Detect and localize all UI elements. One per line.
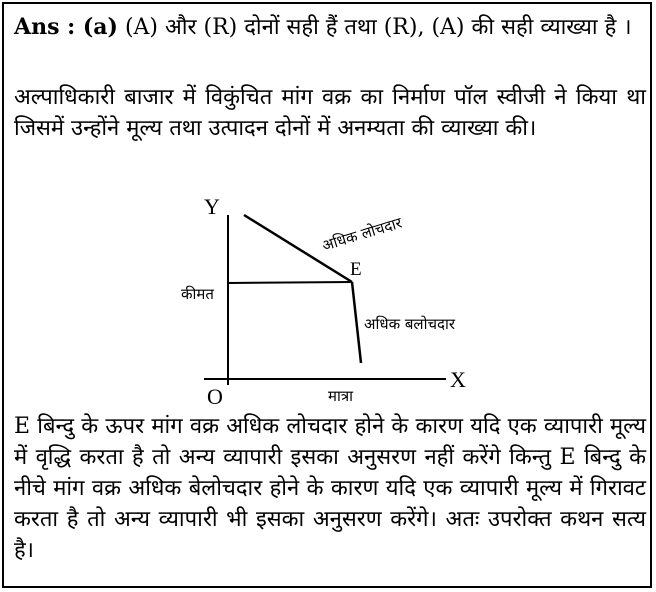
kink-point-label: E [350,259,362,280]
upper-segment-label: अधिक लोचदार [319,213,405,255]
origin-label: O [207,384,223,409]
x-axis-label: X [450,367,466,392]
quantity-label: मात्रा [328,387,354,405]
answer-box [2,2,652,588]
lower-demand-segment [352,282,361,363]
lower-segment-label: अधिक बलोचदार [364,315,455,333]
conclusion-paragraph: E बिन्दु के ऊपर मांग वक्र अधिक लोचदार होने के कारण यदि एक व्यापारी मूल्य में वृद्धि करता है तो अन्य व्यापारी इसका अनुसरण नहीं करेंगे किन्तु E बिन्दु के नीचे मांग वक्र अधिक बेलोचदार होने के कारण यदि एक व्यापारी मूल्य में गिरावट करता है तो अन्य व्यापारी भी इसका अनुसरण करेंगे। अतः उपरोक्त कथन सत्य है। [14,414,646,563]
answer-prefix: Ans : (a) [14,14,118,40]
answer-paragraph [14,12,646,43]
y-axis-label: Y [204,194,220,219]
kinked-demand-diagram [164,187,484,409]
price-label: कीमत [181,285,214,303]
price-line [228,282,352,283]
answer-text: (A) और (R) दोनों सही हैं तथा (R), (A) की सही व्याख्या है । [117,15,632,40]
intro-paragraph: अल्पाधिकारी बाजार में विकुंचित मांग वक्र का निर्माण पॉल स्वीजी ने किया था जिसमें उन्होंने मूल्य तथा उत्पादन दोनों में अनम्यता की व्याख्या की। [14,85,646,141]
